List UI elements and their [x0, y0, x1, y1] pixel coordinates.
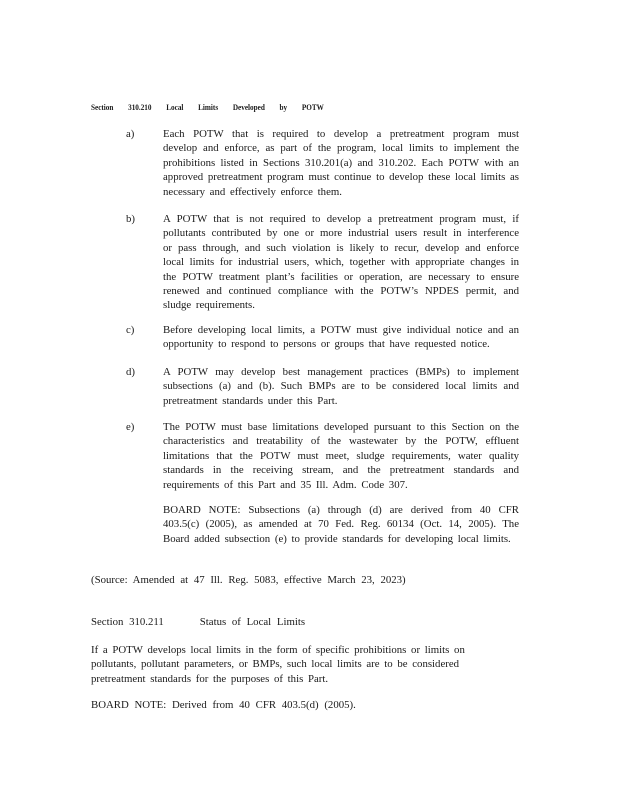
subsection-text: A POTW may develop best management practices (BMPs) to implement subsections (a) and (b). Such BMPs are to be considered local limits and pretreatment standards under this Part. — [163, 366, 519, 407]
section-310-211-body: If a POTW develops local limits in the form of specific prohibitions or limits on pollutants, pollutant parameters, or BMPs, such local limits are to be considered pretreatment standards for the purposes of this Part. — [91, 644, 465, 685]
subsection-text: Before developing local limits, a POTW must give individual notice and an opportunity to respond to persons or groups that have requested notice. — [163, 324, 519, 351]
subsection-text: A POTW that is not required to develop a pretreatment program must, if pollutants contributed by one or more industrial users result in interference or pass through, and such violation is likely to recur, develop and enforce local limits for industrial users, which, together with appropriate changes in the POTW treatment plant’s facilities or operation, are necessary to ensure renewed and continued compliance with the POTW’s NPDES permit, and sludge requirements. — [163, 213, 519, 312]
section-number: Section 310.211 — [91, 616, 164, 628]
section-title: Status of Local Limits — [199, 616, 306, 628]
subsection-label: a) — [126, 128, 135, 140]
section-310-210-heading: Section 310.210 Local Limits Developed by POTW — [91, 103, 324, 112]
board-note-310-210: BOARD NOTE: Subsections (a) through (d) are derived from 40 CFR 403.5(c) (2005), as amended at 70 Fed. Reg. 60134 (Oct. 14, 2005). The Board added subsection (e) to provide standards for developing local limits. — [163, 504, 519, 545]
subsection-text: Each POTW that is required to develop a pretreatment program must develop and enforce, as part of the program, local limits to implement the prohibitions listed in Sections 310.201(a) and 310.202. Each POTW with an approved pretreatment program must continue to develop these local limits as necessary and effectively enforce them. — [163, 128, 519, 198]
subsection-text: The POTW must base limitations developed pursuant to this Section on the characteristics and treatability of the wastewater by the POTW, effluent limitations that the POTW must meet, sludge requirements, water quality standards in the receiving stream, and the pretreatment standards and requirements of this Part and 35 Ill. Adm. Code 307. — [163, 421, 519, 491]
board-note-310-211: BOARD NOTE: Derived from 40 CFR 403.5(d) (2005). — [91, 699, 356, 711]
source-note: (Source: Amended at 47 Ill. Reg. 5083, effective March 23, 2023) — [91, 574, 406, 586]
subsection-label: b) — [126, 213, 135, 225]
section-310-211-heading — [91, 615, 531, 629]
subsection-label: c) — [126, 324, 135, 336]
subsection-label: e) — [126, 421, 135, 433]
subsection-label: d) — [126, 366, 135, 378]
